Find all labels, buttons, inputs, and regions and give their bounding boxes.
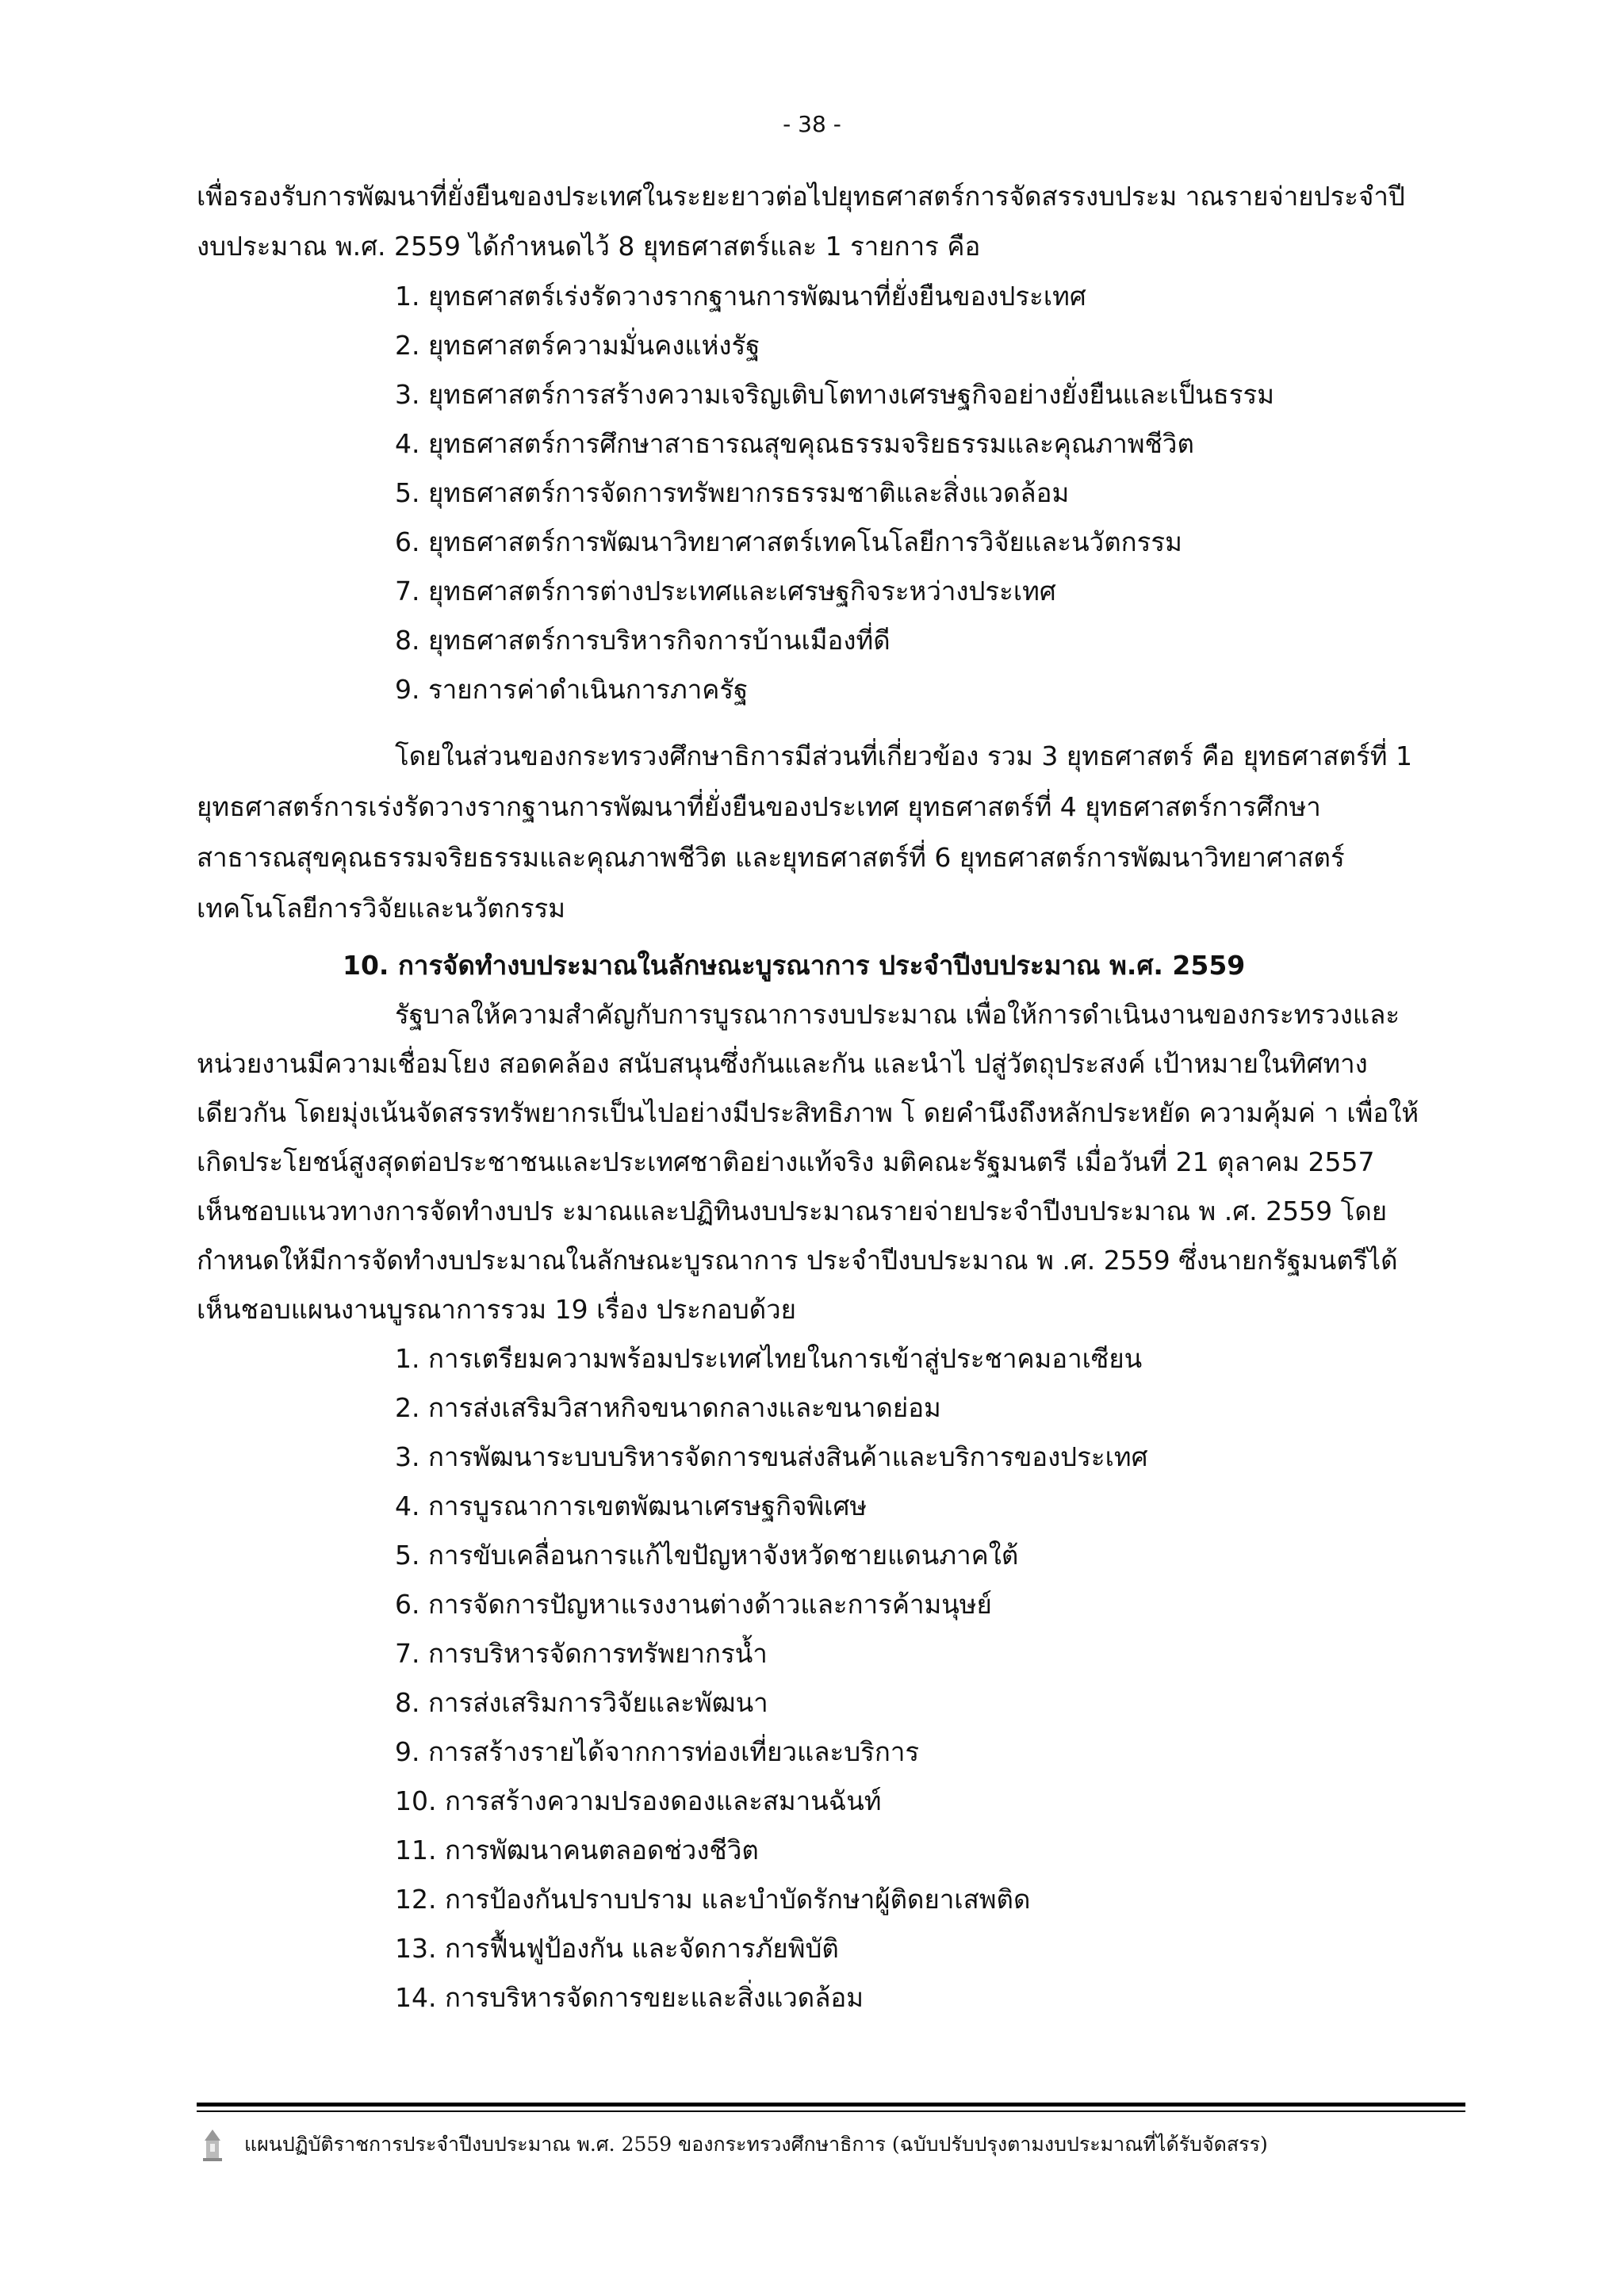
strategy-item: 4. ยุทธศาสตร์การศึกษาสาธารณสุขคุณธรรมจริยธรรมและคุณภาพชีวิต <box>395 428 1194 459</box>
plan-item: 8. การส่งเสริมการวิจัยและพัฒนา <box>395 1687 768 1718</box>
plan-item: 1. การเตรียมความพร้อมประเทศไทยในการเข้าสู่ประชาคมอาเซียน <box>395 1343 1143 1374</box>
section-line: เห็นชอบแผนงานบูรณาการรวม 19 เรื่อง ประกอบด้วย <box>197 1294 797 1325</box>
section-line: รัฐบาลให้ความสำคัญกับการบูรณาการงบประมาณ เพื่อให้การดำเนินงานของกระทรวงและ <box>395 999 1400 1030</box>
strategy-item: 5. ยุทธศาสตร์การจัดการทรัพยากรธรรมชาติและสิ่งแวดล้อม <box>395 477 1070 508</box>
strategy-item: 8. ยุทธศาสตร์การบริหารกิจการบ้านเมืองที่ดี <box>395 625 891 656</box>
strategy-item: 1. ยุทธศาสตร์เร่งรัดวางรากฐานการพัฒนาที่ยั่งยืนของประเทศ <box>395 281 1086 312</box>
strategy-item: 2. ยุทธศาสตร์ความมั่นคงแห่งรัฐ <box>395 330 760 361</box>
page-number: - 38 - <box>783 111 841 137</box>
plan-item: 14. การบริหารจัดการขยะและสิ่งแวดล้อม <box>395 1982 864 2013</box>
ministry-line: สาธารณสุขคุณธรรมจริยธรรมและคุณภาพชีวิต และยุทธศาสตร์ที่ 6 ยุทธศาสตร์การพัฒนาวิทยาศาสตร์ <box>197 842 1345 873</box>
strategy-item: 6. ยุทธศาสตร์การพัฒนาวิทยาศาสตร์เทคโนโลยีการวิจัยและนวัตกรรม <box>395 526 1182 557</box>
plan-item: 12. การป้องกันปราบปราม และบำบัดรักษาผู้ติดยาเสพติด <box>395 1884 1031 1915</box>
section-line: หน่วยงานมีความเชื่อมโยง สอดคล้อง สนับสนุนซึ่งกันและกัน และนำไ ปสู่วัตถุประสงค์ เป้าหมายในทิศทาง <box>197 1048 1368 1079</box>
section-line: กำหนดให้มีการจัดทำงบประมาณในลักษณะบูรณาการ ประจำปีงบประมาณ พ .ศ. 2559 ซึ่งนายกรัฐมนตรีได้ <box>197 1245 1398 1276</box>
plan-item: 5. การขับเคลื่อนการแก้ไขปัญหาจังหวัดชายแดนภาคใต้ <box>395 1540 1019 1571</box>
plan-item: 9. การสร้างรายได้จากการท่องเที่ยวและบริการ <box>395 1736 920 1767</box>
section-line: เห็นชอบแนวทางการจัดทำงบปร ะมาณและปฏิทินงบประมาณรายจ่ายประจำปีงบประมาณ พ .ศ. 2559 โดย <box>197 1196 1388 1226</box>
strategy-item: 3. ยุทธศาสตร์การสร้างความเจริญเติบโตทางเศรษฐกิจอย่างยั่งยืนและเป็นธรรม <box>395 379 1274 410</box>
plan-item: 4. การบูรณาการเขตพัฒนาเศรษฐกิจพิเศษ <box>395 1490 868 1521</box>
footer-rule <box>197 2103 1465 2107</box>
ministry-line: เทคโนโลยีการวิจัยและนวัตกรรม <box>197 893 566 924</box>
ministry-line: ยุทธศาสตร์การเร่งรัดวางรากฐานการพัฒนาที่ยั่งยืนของประเทศ ยุทธศาสตร์ที่ 4 ยุทธศาสตร์การศึกษา <box>197 791 1321 822</box>
section-line: เกิดประโยชน์สูงสุดต่อประชาชนและประเทศชาติอย่างแท้จริง มติคณะรัฐมนตรี เมื่อวันที่ 21 ตุลาคม 2557 <box>197 1146 1375 1177</box>
plan-item: 2. การส่งเสริมวิสาหกิจขนาดกลางและขนาดย่อม <box>395 1392 941 1423</box>
intro-line: งบประมาณ พ.ศ. 2559 ได้กำหนดไว้ 8 ยุทธศาสตร์และ 1 รายการ คือ <box>197 231 981 262</box>
section-heading: 10. การจัดทำงบประมาณในลักษณะบูรณาการ ประจำปีงบประมาณ พ.ศ. 2559 <box>343 950 1246 981</box>
plan-item: 7. การบริหารจัดการทรัพยากรน้ำ <box>395 1638 768 1669</box>
intro-line: เพื่อรองรับการพัฒนาที่ยั่งยืนของประเทศในระยะยาวต่อไปยุทธศาสตร์การจัดสรรงบประม าณรายจ่ายประจำปี <box>197 181 1405 212</box>
footer-rule <box>197 2110 1465 2112</box>
plan-item: 6. การจัดการปัญหาแรงงานต่างด้าวและการค้ามนุษย์ <box>395 1589 992 1620</box>
plan-item: 13. การฟื้นฟูป้องกัน และจัดการภัยพิบัติ <box>395 1933 839 1964</box>
strategy-item: 7. ยุทธศาสตร์การต่างประเทศและเศรษฐกิจระหว่างประเทศ <box>395 576 1056 607</box>
ministry-emblem-icon <box>198 2128 227 2163</box>
footer-text: แผนปฏิบัติราชการประจำปีงบประมาณ พ.ศ. 2559 ของกระทรวงศึกษาธิการ (ฉบับปรับปรุงตามงบประมาณที่ได้รับจัดสรร) <box>244 2133 1268 2156</box>
section-line: เดียวกัน โดยมุ่งเน้นจัดสรรทรัพยากรเป็นไปอย่างมีประสิทธิภาพ โ ดยคำนึงถึงหลักประหยัด ความคุ้มค่ า เพื่อให้ <box>197 1097 1419 1128</box>
ministry-line: โดยในส่วนของกระทรวงศึกษาธิการมีส่วนที่เกี่ยวข้อง รวม 3 ยุทธศาสตร์ คือ ยุทธศาสตร์ที่ 1 <box>395 740 1412 771</box>
plan-item: 3. การพัฒนาระบบบริหารจัดการขนส่งสินค้าและบริการของประเทศ <box>395 1441 1148 1472</box>
plan-item: 11. การพัฒนาคนตลอดช่วงชีวิต <box>395 1835 759 1866</box>
strategy-item: 9. รายการค่าดำเนินการภาครัฐ <box>395 674 749 705</box>
plan-item: 10. การสร้างความปรองดองและสมานฉันท์ <box>395 1785 882 1816</box>
